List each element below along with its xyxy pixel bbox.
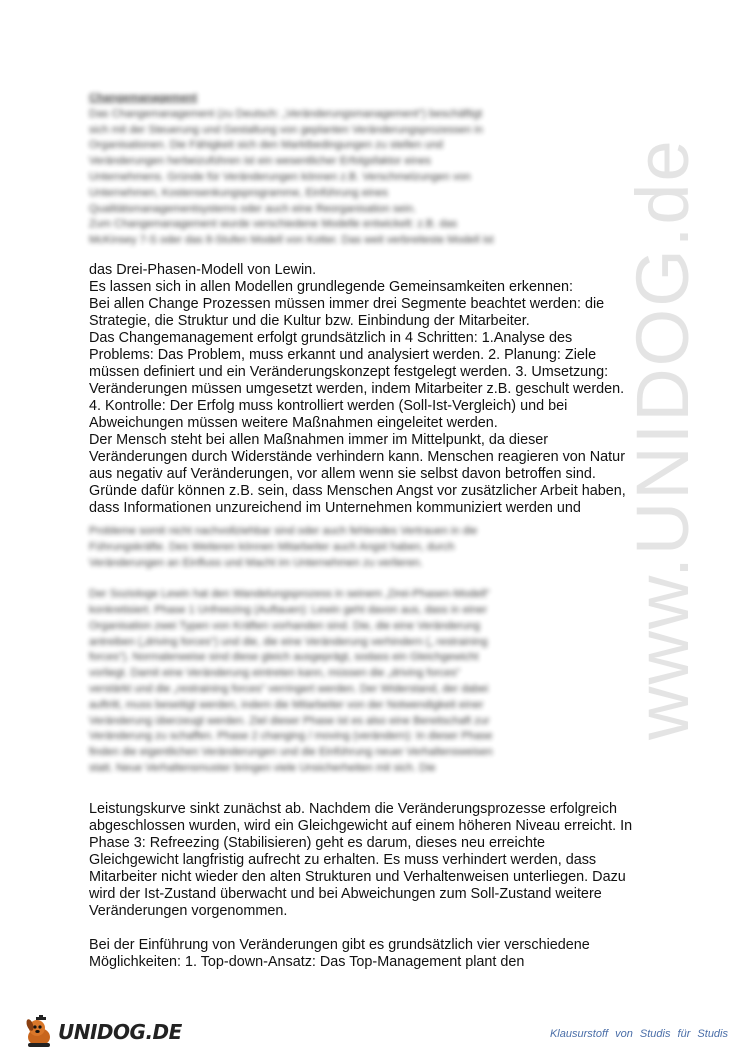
dog-mascot-icon — [22, 1015, 56, 1049]
text-line: Möglichkeiten: 1. Top-down-Ansatz: Das Top-Management plant den — [89, 954, 525, 970]
text-line: Veränderungen herbeizuführen ist ein wesentlicher Erfolgsfaktor eines — [89, 155, 431, 168]
text-line: Der Soziologe Lewin hat den Wandelungsprozess in seinem „Drei-Phasen-Modell“ — [89, 588, 490, 601]
text-line: Veränderung überzeugt werden. Ziel dieser Phase ist es also eine Bereitschaft zur — [89, 714, 490, 727]
text-line: auftritt, muss beseitigt werden, indem die Mitarbeiter von der Notwendigkeit einer — [89, 698, 484, 711]
text-line: Unternehmen, Kostensenkungsprogramme, Einführung eines — [89, 186, 389, 199]
text-line: Abweichungen müssen weitere Maßnahmen eingeleitet werden. — [89, 415, 498, 431]
text-line: Gründe dafür können z.B. sein, dass Menschen Angst vor zusätzlicher Arbeit haben, — [89, 483, 626, 499]
text-line: Unternehmens. Gründe für Veränderungen können z.B. Verschmelzungen von — [89, 170, 471, 183]
text-line: Zum Changemanagement wurde verschiedene Modelle entwickelt: z.B. das — [89, 218, 458, 231]
text-line: Organisation zwei Typen von Kräften vorhanden sind. Die, die eine Veränderung — [89, 619, 481, 632]
text-line — [89, 571, 649, 587]
text-line: antreiben („driving forces“) und die, die eine Veränderung verhindern („ restraining — [89, 635, 488, 648]
text-line: Qualitätsmanagementsystems oder auch eine Reorganisation sein. — [89, 202, 417, 215]
text-line: Probleme somit nicht nachvollziehbar sind oder auch fehlendes Vertrauen in die — [89, 525, 478, 537]
text-line: aus negativ auf Veränderungen, vor allem wenn sie selbst davon betroffen sind. — [89, 466, 596, 482]
text-line: konkretisiert. Phase 1 Unfreezing (Auftauen): Lewin geht davon aus, dass in einer — [89, 603, 488, 616]
text-line: Bei allen Change Prozessen müssen immer drei Segmente beachtet werden: die — [89, 296, 605, 312]
text-line: sich mit der Steuerung und Gestaltung von geplanten Veränderungsprozessen in — [89, 123, 483, 136]
text-line: vorliegt. Damit eine Veränderung eintreten kann, müssen die „driving forces“ — [89, 667, 461, 680]
watermark: www.UNIDOG.de — [621, 138, 704, 740]
clear-section-1 — [89, 262, 669, 517]
text-line: Gleichgewicht langfristig aufrecht zu erhalten. Es muss verhindert werden, dass — [89, 852, 597, 868]
text-line: wird der Ist-Zustand überwacht und bei Abweichungen zum Soll-Zustand weitere — [89, 886, 602, 902]
text-line: Veränderung zu schaffen. Phase 2 changing / moving (verändern): In dieser Phase — [89, 730, 493, 743]
text-line: Bei der Einführung von Veränderungen gibt es grundsätzlich vier verschiedene — [89, 937, 590, 953]
text-line: müssen definiert und ein Veränderungskonzept festgelegt werden. 3. Umsetzung: — [89, 364, 609, 380]
text-line: Veränderungen vorgenommen. — [89, 903, 288, 919]
text-line: Leistungskurve sinkt zunächst ab. Nachdem die Veränderungsprozesse erfolgreich — [89, 801, 617, 817]
text-line: Das Changemanagement erfolgt grundsätzlich in 4 Schritten: 1.Analyse des — [89, 330, 573, 346]
document-heading: Changemanagement — [89, 92, 198, 104]
text-line: Veränderungen müssen umgesetzt werden, indem Mitarbeiter z.B. geschult werden. — [89, 381, 625, 397]
text-line: Mitarbeiter nicht wieder den alten Strukturen und Verhaltenweisen unterliegen. Dazu — [89, 869, 626, 885]
text-line: Organisationen. Die Fähigkeit sich den Marktbedingungen zu stellen und — [89, 139, 444, 152]
text-line: dass Informationen unzureichend im Unternehmen kommuniziert werden und — [89, 500, 581, 516]
blurred-section — [89, 524, 649, 777]
text-line: Der Mensch steht bei allen Maßnahmen immer im Mittelpunkt, da dieser — [89, 432, 549, 448]
logo-text: UNIDOG.DE — [58, 1020, 182, 1044]
text-line: Problems: Das Problem, muss erkannt und analysiert werden. 2. Planung: Ziele — [89, 347, 597, 363]
text-line: McKinsey 7-S oder das 8-Stufen Modell von Kotter. Das weit verbreiteste Modell ist — [89, 234, 494, 247]
text-line: Phase 3: Refreezing (Stabilisieren) geht es darum, dieses neu erreichte — [89, 835, 545, 851]
text-line — [89, 920, 669, 937]
unidog-logo[interactable] — [22, 1012, 182, 1052]
text-line: Veränderungen durch Widerstände verhindern kann. Menschen reagieren von Natur — [89, 449, 625, 465]
text-line: Führungskräfte. Des Weiteren können Mitarbeiter auch Angst haben, durch — [89, 540, 455, 553]
text-line: forces“). Normalerweise sind diese gleich ausgeprägt, sodass ein Gleichgewicht — [89, 651, 479, 664]
text-line: Strategie, die Struktur und die Kultur bzw. Einbindung der Mitarbeiter. — [89, 313, 530, 329]
text-line: finden die eigentlichen Veränderungen und die Einführung neuer Verhaltensweisen — [89, 746, 493, 759]
text-line: statt. Neue Verhaltensmuster bringen viele Unsicherheiten mit sich. Die — [89, 761, 436, 774]
text-line: abgeschlossen wurden, wird ein Gleichgewicht auf einem höheren Niveau erreicht. In — [89, 818, 633, 834]
blurred-intro — [89, 91, 649, 249]
text-line: Das Changemanagement (zu Deutsch: „Veränderungsmanagement“) beschäftigt — [89, 107, 483, 120]
clear-section-2 — [89, 801, 669, 971]
footer-tagline: Klausurstoff von Studis für Studis — [549, 1028, 728, 1040]
text-line: Es lassen sich in allen Modellen grundlegende Gemeinsamkeiten erkennen: — [89, 279, 573, 295]
text-line: verstärkt und die „restraining forces“ verringert werden. Der Widerstand, der dabei — [89, 682, 489, 695]
text-line: 4. Kontrolle: Der Erfolg muss kontrolliert werden (Soll-Ist-Vergleich) und bei — [89, 398, 568, 414]
text-line: das Drei-Phasen-Modell von Lewin. — [89, 262, 317, 278]
text-line: Veränderungen an Einfluss und Macht im Unternehmen zu verlieren. — [89, 556, 423, 569]
